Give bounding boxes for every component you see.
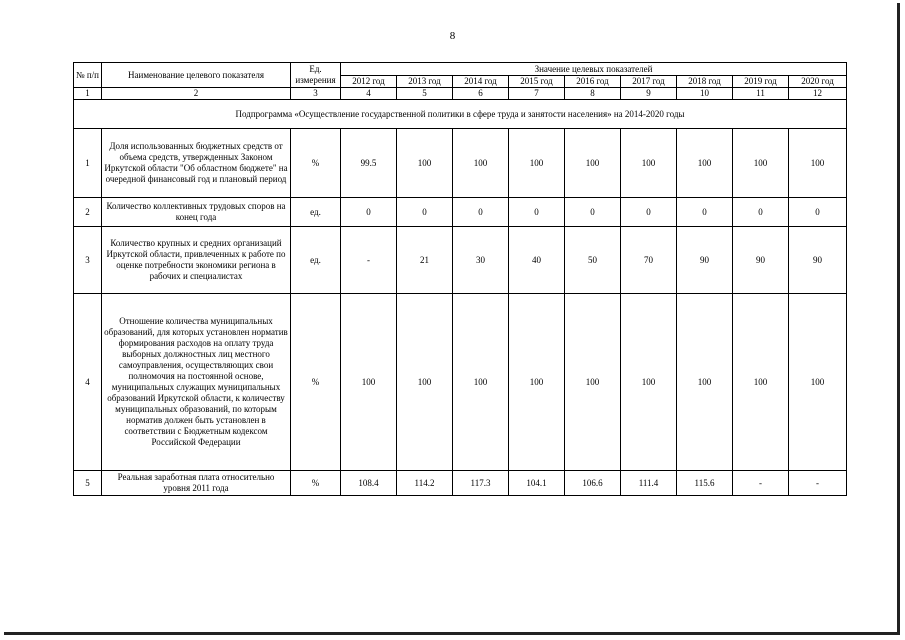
value-cell: 0 (733, 198, 789, 227)
header-year: 2016 год (565, 76, 621, 88)
header-year: 2017 год (621, 76, 677, 88)
header-year: 2014 год (453, 76, 509, 88)
value-cell: 100 (397, 129, 453, 198)
value-cell: 117.3 (453, 471, 509, 496)
value-cell: - (341, 227, 397, 294)
value-cell: 100 (565, 129, 621, 198)
header-num: № п/п (74, 63, 102, 88)
unit-cell: % (291, 294, 341, 471)
header-year: 2019 год (733, 76, 789, 88)
column-number: 12 (789, 88, 847, 100)
header-year: 2013 год (397, 76, 453, 88)
column-number: 3 (291, 88, 341, 100)
table-row (74, 471, 847, 496)
value-cell: 70 (621, 227, 677, 294)
value-cell: 0 (397, 198, 453, 227)
value-cell: 100 (453, 129, 509, 198)
value-cell: 100 (621, 129, 677, 198)
column-number: 8 (565, 88, 621, 100)
row-number: 4 (74, 294, 102, 471)
row-number: 3 (74, 227, 102, 294)
value-cell: 21 (397, 227, 453, 294)
value-cell: 106.6 (565, 471, 621, 496)
value-cell: 100 (509, 129, 565, 198)
column-number: 11 (733, 88, 789, 100)
header-year: 2018 год (677, 76, 733, 88)
header-values-group: Значение целевых показателей (341, 63, 847, 76)
value-cell: 100 (733, 294, 789, 471)
value-cell: 108.4 (341, 471, 397, 496)
row-number: 1 (74, 129, 102, 198)
value-cell: 111.4 (621, 471, 677, 496)
page-number: 8 (449, 30, 456, 42)
table-row (74, 129, 847, 198)
header-year: 2012 год (341, 76, 397, 88)
column-number: 6 (453, 88, 509, 100)
value-cell: 0 (677, 198, 733, 227)
value-cell: 0 (621, 198, 677, 227)
value-cell: 100 (565, 294, 621, 471)
indicators-table (73, 62, 847, 496)
value-cell: - (733, 471, 789, 496)
table-row (74, 227, 847, 294)
value-cell: 100 (677, 129, 733, 198)
column-number: 2 (102, 88, 291, 100)
value-cell: 0 (509, 198, 565, 227)
value-cell: - (789, 471, 847, 496)
row-number: 2 (74, 198, 102, 227)
unit-cell: % (291, 471, 341, 496)
indicator-name: Реальная заработная плата относительно уровня 2011 года (102, 471, 291, 496)
value-cell: 50 (565, 227, 621, 294)
header-name: Наименование целевого показателя (102, 63, 291, 88)
value-cell: 100 (789, 294, 847, 471)
header-row-top (74, 63, 847, 76)
unit-cell: ед. (291, 198, 341, 227)
header-year: 2020 год (789, 76, 847, 88)
subprogram-title: Подпрограмма «Осуществление государственной политики в сфере труда и занятости населения» на 2014-2020 годы (74, 100, 847, 129)
value-cell: 90 (677, 227, 733, 294)
column-number-row (74, 88, 847, 100)
column-number: 7 (509, 88, 565, 100)
value-cell: 0 (789, 198, 847, 227)
value-cell: 100 (789, 129, 847, 198)
value-cell: 100 (509, 294, 565, 471)
value-cell: 90 (789, 227, 847, 294)
value-cell: 99.5 (341, 129, 397, 198)
column-number: 4 (341, 88, 397, 100)
value-cell: 104.1 (509, 471, 565, 496)
indicator-name: Количество коллективных трудовых споров на конец года (102, 198, 291, 227)
value-cell: 100 (397, 294, 453, 471)
value-cell: 0 (341, 198, 397, 227)
indicator-name: Доля использованных бюджетных средств от объема средств, утвержденных Законом Иркутской области "Об областном бюджете" на очередной финансовый год и плановый период (102, 129, 291, 198)
table-row (74, 294, 847, 471)
value-cell: 100 (733, 129, 789, 198)
indicator-name: Количество крупных и средних организаций Иркутской области, привлеченных к работе по оценке потребности экономики региона в рабочих и специалистах (102, 227, 291, 294)
subprogram-row (74, 100, 847, 129)
value-cell: 90 (733, 227, 789, 294)
column-number: 5 (397, 88, 453, 100)
value-cell: 0 (565, 198, 621, 227)
value-cell: 100 (341, 294, 397, 471)
column-number: 1 (74, 88, 102, 100)
value-cell: 100 (677, 294, 733, 471)
value-cell: 0 (453, 198, 509, 227)
value-cell: 40 (509, 227, 565, 294)
column-number: 10 (677, 88, 733, 100)
unit-cell: ед. (291, 227, 341, 294)
value-cell: 115.6 (677, 471, 733, 496)
row-number: 5 (74, 471, 102, 496)
indicator-name: Отношение количества муниципальных образований, для которых установлен норматив формирования расходов на оплату труда выборных должностных лиц местного самоуправления, осуществляющих свои полномочия на постоянной основе, муниципальных служащих муниципальных образований Иркутской области, к количеству муниципальных образований, по которым норматив должен быть установлен в соответствии с Бюджетным кодексом Российской Федерации (102, 294, 291, 471)
header-year: 2015 год (509, 76, 565, 88)
unit-cell: % (291, 129, 341, 198)
value-cell: 100 (621, 294, 677, 471)
header-unit: Ед. измерения (291, 63, 341, 88)
value-cell: 114.2 (397, 471, 453, 496)
value-cell: 30 (453, 227, 509, 294)
column-number: 9 (621, 88, 677, 100)
value-cell: 100 (453, 294, 509, 471)
table-row (74, 198, 847, 227)
